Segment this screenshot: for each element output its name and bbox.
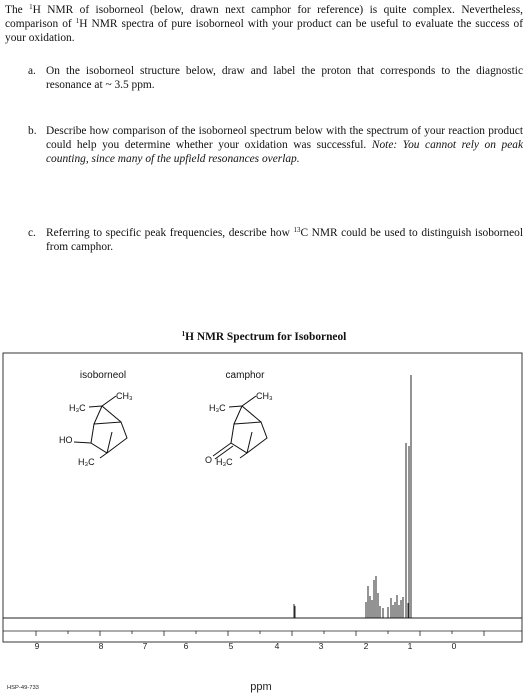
spectrum-peaks bbox=[294, 375, 411, 618]
isoborneol-h3c-left: H₃C bbox=[69, 403, 86, 413]
question-a-letter: a. bbox=[28, 65, 36, 77]
camphor-ch3-top: CH₃ bbox=[256, 391, 273, 401]
isoborneol-h3c-bottom: H₃C bbox=[78, 457, 95, 467]
question-b bbox=[28, 124, 523, 166]
camphor-h3c-left: H₃C bbox=[209, 403, 226, 413]
question-c bbox=[28, 226, 523, 254]
ppm-axis-ticks bbox=[36, 631, 484, 636]
camphor-h3c-bottom: H₃C bbox=[216, 457, 233, 467]
question-c-letter: c. bbox=[28, 227, 36, 239]
peak-cluster-1-7ppm bbox=[366, 576, 383, 618]
camphor-o: O bbox=[205, 455, 213, 465]
tick-label-4: 4 bbox=[274, 641, 280, 651]
isoborneol-label: isoborneol bbox=[79, 370, 127, 381]
camphor-structure bbox=[205, 370, 273, 467]
intro-text-2: H NMR of isoborneol (below, drawn next camphor for reference) is quite complex. Nevertheless, comparison of bbox=[5, 4, 523, 30]
tick-label-0: 0 bbox=[451, 641, 457, 651]
intro-text-3: H NMR spectra of pure isoborneol with your product can be useful to evaluate the success of your oxidation. bbox=[5, 18, 524, 44]
tick-label-9: 9 bbox=[34, 641, 40, 651]
question-b-note: Note: You cannot rely on peak counting, since many of the upfield resonances overlap. bbox=[46, 139, 524, 165]
intro-paragraph bbox=[5, 3, 523, 45]
question-b-text: Describe how comparison of the isoborneol spectrum below with the spectrum of your reaction product could help you determine whether your oxidation was successful. bbox=[46, 125, 523, 151]
spectrum-title bbox=[0, 331, 528, 343]
isoborneol-ho: HO bbox=[59, 435, 73, 445]
isoborneol-structure bbox=[59, 370, 133, 467]
nmr-spectrum-figure bbox=[0, 348, 528, 700]
intro-sup-2: 1 bbox=[75, 17, 80, 25]
question-c-sup: 13 bbox=[293, 226, 301, 234]
tick-label-2: 2 bbox=[363, 641, 369, 651]
intro-text-1: The bbox=[5, 4, 30, 16]
question-b-letter: b. bbox=[28, 125, 37, 137]
spectrum-title-text: H NMR Spectrum for Isoborneol bbox=[185, 331, 347, 343]
peak-cluster-methyls bbox=[388, 375, 411, 618]
ppm-axis-label: ppm bbox=[250, 681, 272, 693]
question-c-text-1: Referring to specific peak frequencies, describe how bbox=[46, 227, 294, 239]
isoborneol-ch3-top: CH₃ bbox=[116, 391, 133, 401]
tick-label-8: 8 bbox=[98, 641, 104, 651]
question-a bbox=[28, 64, 523, 92]
tick-label-7: 7 bbox=[142, 641, 148, 651]
tick-label-5: 5 bbox=[228, 641, 234, 651]
peak-3-6ppm bbox=[294, 604, 295, 618]
tick-label-6: 6 bbox=[183, 641, 189, 651]
intro-sup-1: 1 bbox=[29, 3, 33, 11]
tick-label-1: 1 bbox=[407, 641, 413, 651]
tick-label-3: 3 bbox=[318, 641, 324, 651]
spectrum-title-sup: 1 bbox=[181, 330, 186, 338]
question-c-text-2: C NMR could be used to distinguish isoborneol from camphor. bbox=[46, 227, 524, 253]
spectrum-code: HSP-49-733 bbox=[7, 685, 39, 691]
camphor-label: camphor bbox=[225, 370, 265, 381]
question-a-text: On the isoborneol structure below, draw and label the proton that corresponds to the diagnostic resonance at ~ 3.5 ppm. bbox=[46, 65, 523, 91]
